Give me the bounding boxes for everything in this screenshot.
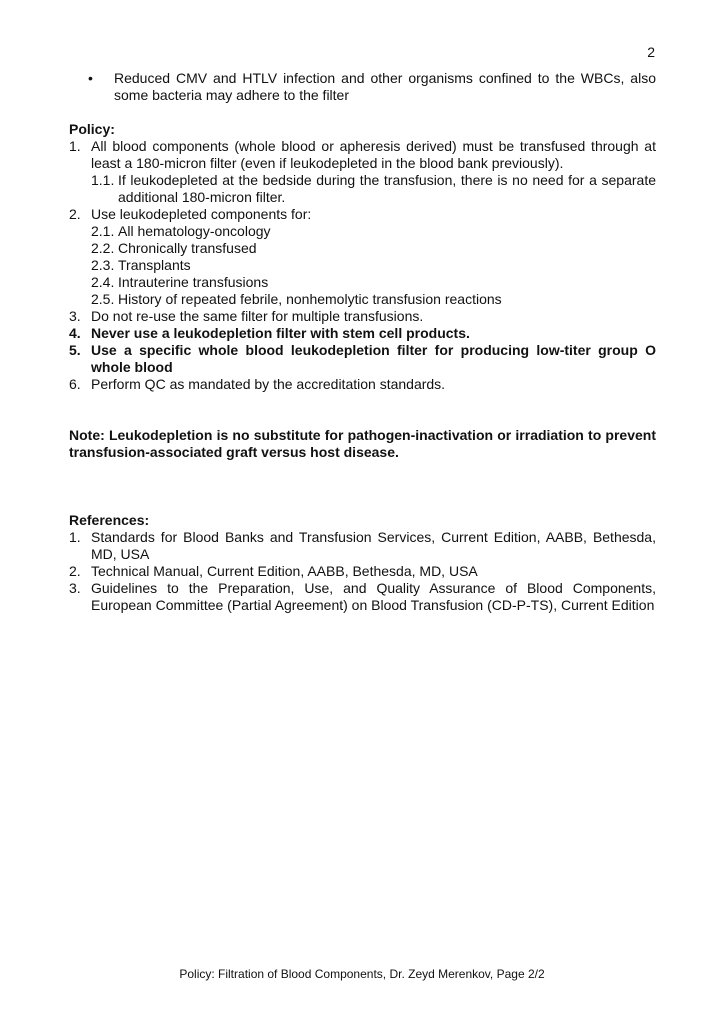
item-text: All blood components (whole blood or apheresis derived) must be transfused through at least a 180-micron filter (even if leukodepleted in the blood bank previously).: [91, 138, 656, 171]
item-text: Standards for Blood Banks and Transfusion Services, Current Edition, AABB, Bethesda, MD, USA: [91, 529, 656, 562]
policy-item-3: [69, 308, 656, 325]
policy-item-4: [69, 325, 656, 342]
policy-subitem-2-3: [69, 257, 656, 274]
policy-subitem-1-1: [69, 172, 656, 206]
bullet-icon: •: [88, 70, 93, 86]
item-number: 4.: [69, 325, 81, 341]
subitem-number: 2.5.: [91, 291, 115, 307]
page-number: 2: [647, 44, 655, 60]
item-number: 1.: [69, 138, 81, 154]
page-footer: Policy: Filtration of Blood Components, Dr. Zeyd Merenkov, Page 2/2: [179, 967, 545, 981]
subitem-text: Intrauterine transfusions: [118, 274, 269, 290]
item-text: Guidelines to the Preparation, Use, and Quality Assurance of Blood Components, European Committee (Partial Agreement) on Blood Transfusion (CD-P-TS), Current Edition: [91, 580, 656, 613]
policy-subitem-2-5: [69, 291, 656, 308]
subitem-number: 2.4.: [91, 274, 115, 290]
subitem-number: 1.1.: [91, 172, 115, 188]
policy-item-2: [69, 206, 656, 223]
item-text: Use leukodepleted components for:: [91, 206, 312, 222]
policy-subitem-2-4: [69, 274, 656, 291]
note-paragraph: Note: Leukodepletion is no substitute for pathogen-inactivation or irradiation to prevent transfusion-associated graft versus host disease.: [69, 427, 656, 460]
subitem-text: If leukodepleted at the bedside during the transfusion, there is no need for a separate additional 180-micron filter.: [118, 172, 656, 205]
policy-item-5: [69, 342, 656, 376]
item-number: 3.: [69, 580, 81, 596]
subitem-number: 2.1.: [91, 223, 115, 239]
item-number: 6.: [69, 376, 81, 392]
item-text: Never use a leukodepletion filter with stem cell products.: [91, 325, 470, 341]
subitem-number: 2.3.: [91, 257, 115, 273]
subitem-text: Transplants: [118, 257, 191, 273]
item-number: 2.: [69, 563, 81, 579]
item-number: 3.: [69, 308, 81, 324]
reference-item-2: [69, 563, 656, 580]
policy-subitem-2-2: [69, 240, 656, 257]
reference-item-1: [69, 529, 656, 563]
subitem-text: Chronically transfused: [118, 240, 257, 256]
policy-item-6: [69, 376, 656, 393]
item-number: 5.: [69, 342, 81, 358]
references-heading: References:: [69, 512, 150, 528]
subitem-text: All hematology-oncology: [118, 223, 271, 239]
item-number: 1.: [69, 529, 81, 545]
subitem-number: 2.2.: [91, 240, 115, 256]
policy-heading: Policy:: [69, 121, 115, 137]
subitem-text: History of repeated febrile, nonhemolytic transfusion reactions: [118, 291, 502, 307]
item-text: Technical Manual, Current Edition, AABB, Bethesda, MD, USA: [91, 563, 478, 579]
reference-item-3: [69, 580, 656, 614]
bullet-item: [69, 70, 656, 104]
item-number: 2.: [69, 206, 81, 222]
item-text: Use a specific whole blood leukodepletion filter for producing low-titer group O whole blood: [91, 342, 656, 375]
item-text: Do not re-use the same filter for multiple transfusions.: [91, 308, 424, 324]
bullet-text: Reduced CMV and HTLV infection and other organisms confined to the WBCs, also some bacteria may adhere to the filter: [114, 70, 656, 103]
policy-subitem-2-1: [69, 223, 656, 240]
policy-item-1: [69, 138, 656, 172]
item-text: Perform QC as mandated by the accreditation standards.: [91, 376, 446, 392]
document-body: [69, 70, 656, 614]
